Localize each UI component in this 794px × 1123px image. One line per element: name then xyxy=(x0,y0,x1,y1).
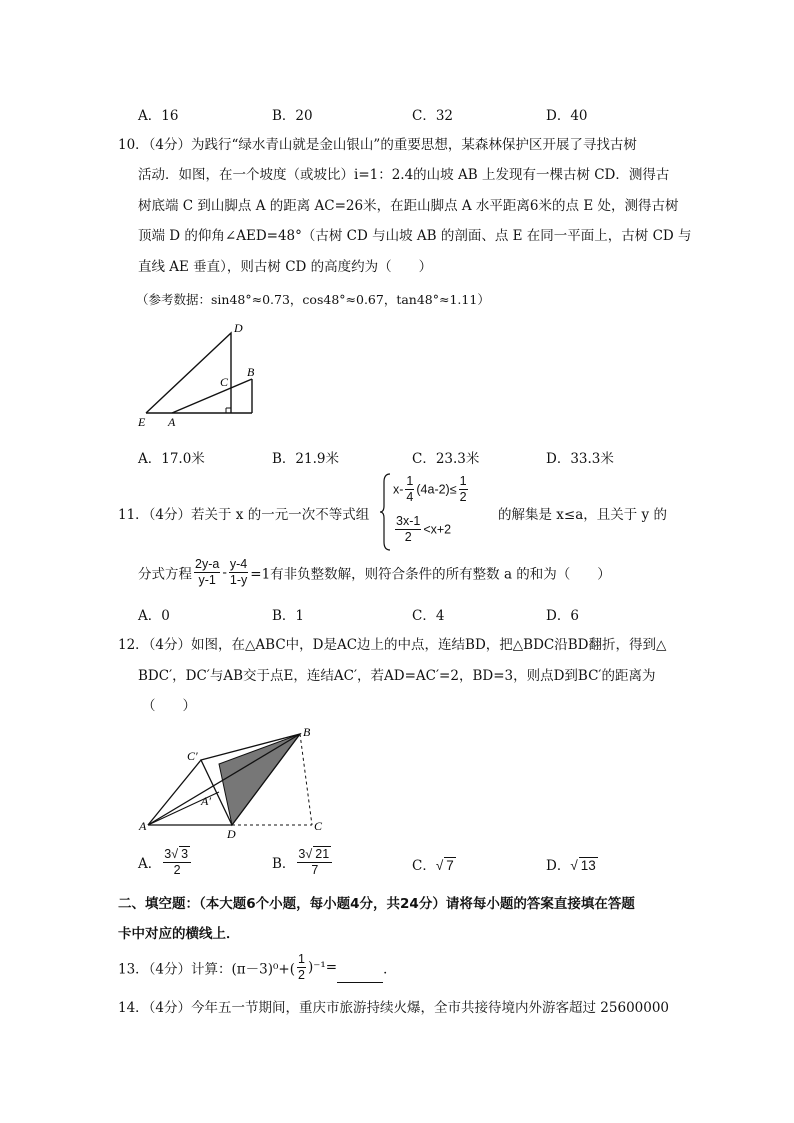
q9-option-c: C．32 xyxy=(412,108,454,124)
q12-option-c: C．√ 7 xyxy=(412,858,454,874)
q11-option-a: A．0 xyxy=(138,608,170,624)
q11-prefix: 11．（4分）若关于 x 的一元一次不等式组 xyxy=(118,507,370,523)
q12-line3: （ ） xyxy=(142,698,196,714)
section2-heading-line1: 二、填空题：（本大题6个小题，每小题4分，共24分）请将每小题的答案直接填在答题 xyxy=(118,896,635,912)
q9-option-d: D．40 xyxy=(546,108,588,124)
q10-line5: 直线 AE 垂直），则古树 CD 的高度约为（ ） xyxy=(138,259,433,275)
q11-option-b: B．1 xyxy=(272,608,305,624)
q12-option-b: B． $\frac{3√ 21}{7}$ xyxy=(272,846,334,878)
q13-line: 13．（4分）计算：(π－3)⁰+( $\frac{1}{2}$ )⁻¹= ． xyxy=(118,952,397,982)
q12-label-d: D xyxy=(227,827,236,841)
q10-label-e: E xyxy=(138,415,146,429)
q11-line2: 分式方程 $\frac{2y-a}{y-1}$ - $\frac{y-4}{1-y}$ =1有非负整数解，则符合条件的所有整数 a 的和为（ ） xyxy=(138,557,611,587)
q10-option-c: C．23.3米 xyxy=(412,451,480,467)
q11-brace xyxy=(380,472,392,552)
q12-label-b: B xyxy=(303,725,311,739)
q10-figure xyxy=(130,318,270,430)
section2-heading-line2: 卡中对应的横线上． xyxy=(118,926,240,942)
q14-line1: 14．（4分）今年五一节期间，重庆市旅游持续火爆，全市共接待境内外游客超过 25600000 xyxy=(118,1000,670,1016)
q13-answer-blank[interactable] xyxy=(337,968,383,983)
q10-reference-data: （参考数据：sin48°≈0.73，cos48°≈0.67，tan48°≈1.11） xyxy=(136,292,490,307)
q12-label-c-prime: C′ xyxy=(187,749,198,763)
q12-label-a-prime: A′ xyxy=(201,794,211,808)
q10-option-d: D．33.3米 xyxy=(546,451,614,467)
q10-option-a: A．17.0米 xyxy=(138,451,205,467)
q12-label-a: A xyxy=(139,819,147,833)
q12-figure xyxy=(135,722,335,842)
q12-label-c: C xyxy=(314,819,323,833)
q9-option-b: B．20 xyxy=(272,108,313,124)
q11-inequality-2: $\frac{3x-1}{2}$ <x+2 xyxy=(396,514,452,544)
q10-label-a: A xyxy=(168,415,176,429)
q10-label-c: C xyxy=(220,375,229,389)
q10-line2: 活动．如图，在一个坡度（或坡比）i=1：2.4的山坡 AB 上发现有一棵古树 CD．测得古 xyxy=(138,167,670,183)
q11-suffix: 的解集是 x≤a，且关于 y 的 xyxy=(498,507,667,523)
q9-option-a: A．16 xyxy=(138,108,179,124)
q11-option-d: D．6 xyxy=(546,608,579,624)
q12-option-d: D．√ 13 xyxy=(546,858,596,874)
q10-label-d: D xyxy=(234,321,243,335)
q10-line3: 树底端 C 到山脚点 A 的距离 AC=26米，在距山脚点 A 水平距离6米的点 E 处，测得古树 xyxy=(138,198,679,214)
q10-option-b: B．21.9米 xyxy=(272,451,339,467)
q10-line4: 顶端 D 的仰角∠AED=48°（古树 CD 与山坡 AB 的剖面、点 E 在同一平面上，古树 CD 与 xyxy=(138,228,692,244)
q12-line1: 12．（4分）如图，在△ABC中，D是AC边上的中点，连结BD，把△BDC沿BD翻折，得到△ xyxy=(118,637,667,653)
q12-line2: BDC′，DC′与AB交于点E，连结AC′，若AD=AC′=2，BD=3，则点D到BC′的距离为 xyxy=(138,668,656,684)
q11-option-c: C．4 xyxy=(412,608,445,624)
q12-option-a: A． $\frac{3√ 3}{2}$ xyxy=(138,846,193,878)
q10-line1: 10．（4分）为践行“绿水青山就是金山银山”的重要思想，某森林保护区开展了寻找古树 xyxy=(118,137,637,153)
q11-inequality-1: x- $\frac{1}{4}$ (4a-2)≤ $\frac{1}{2}$ xyxy=(393,474,467,504)
q10-label-b: B xyxy=(247,365,255,379)
